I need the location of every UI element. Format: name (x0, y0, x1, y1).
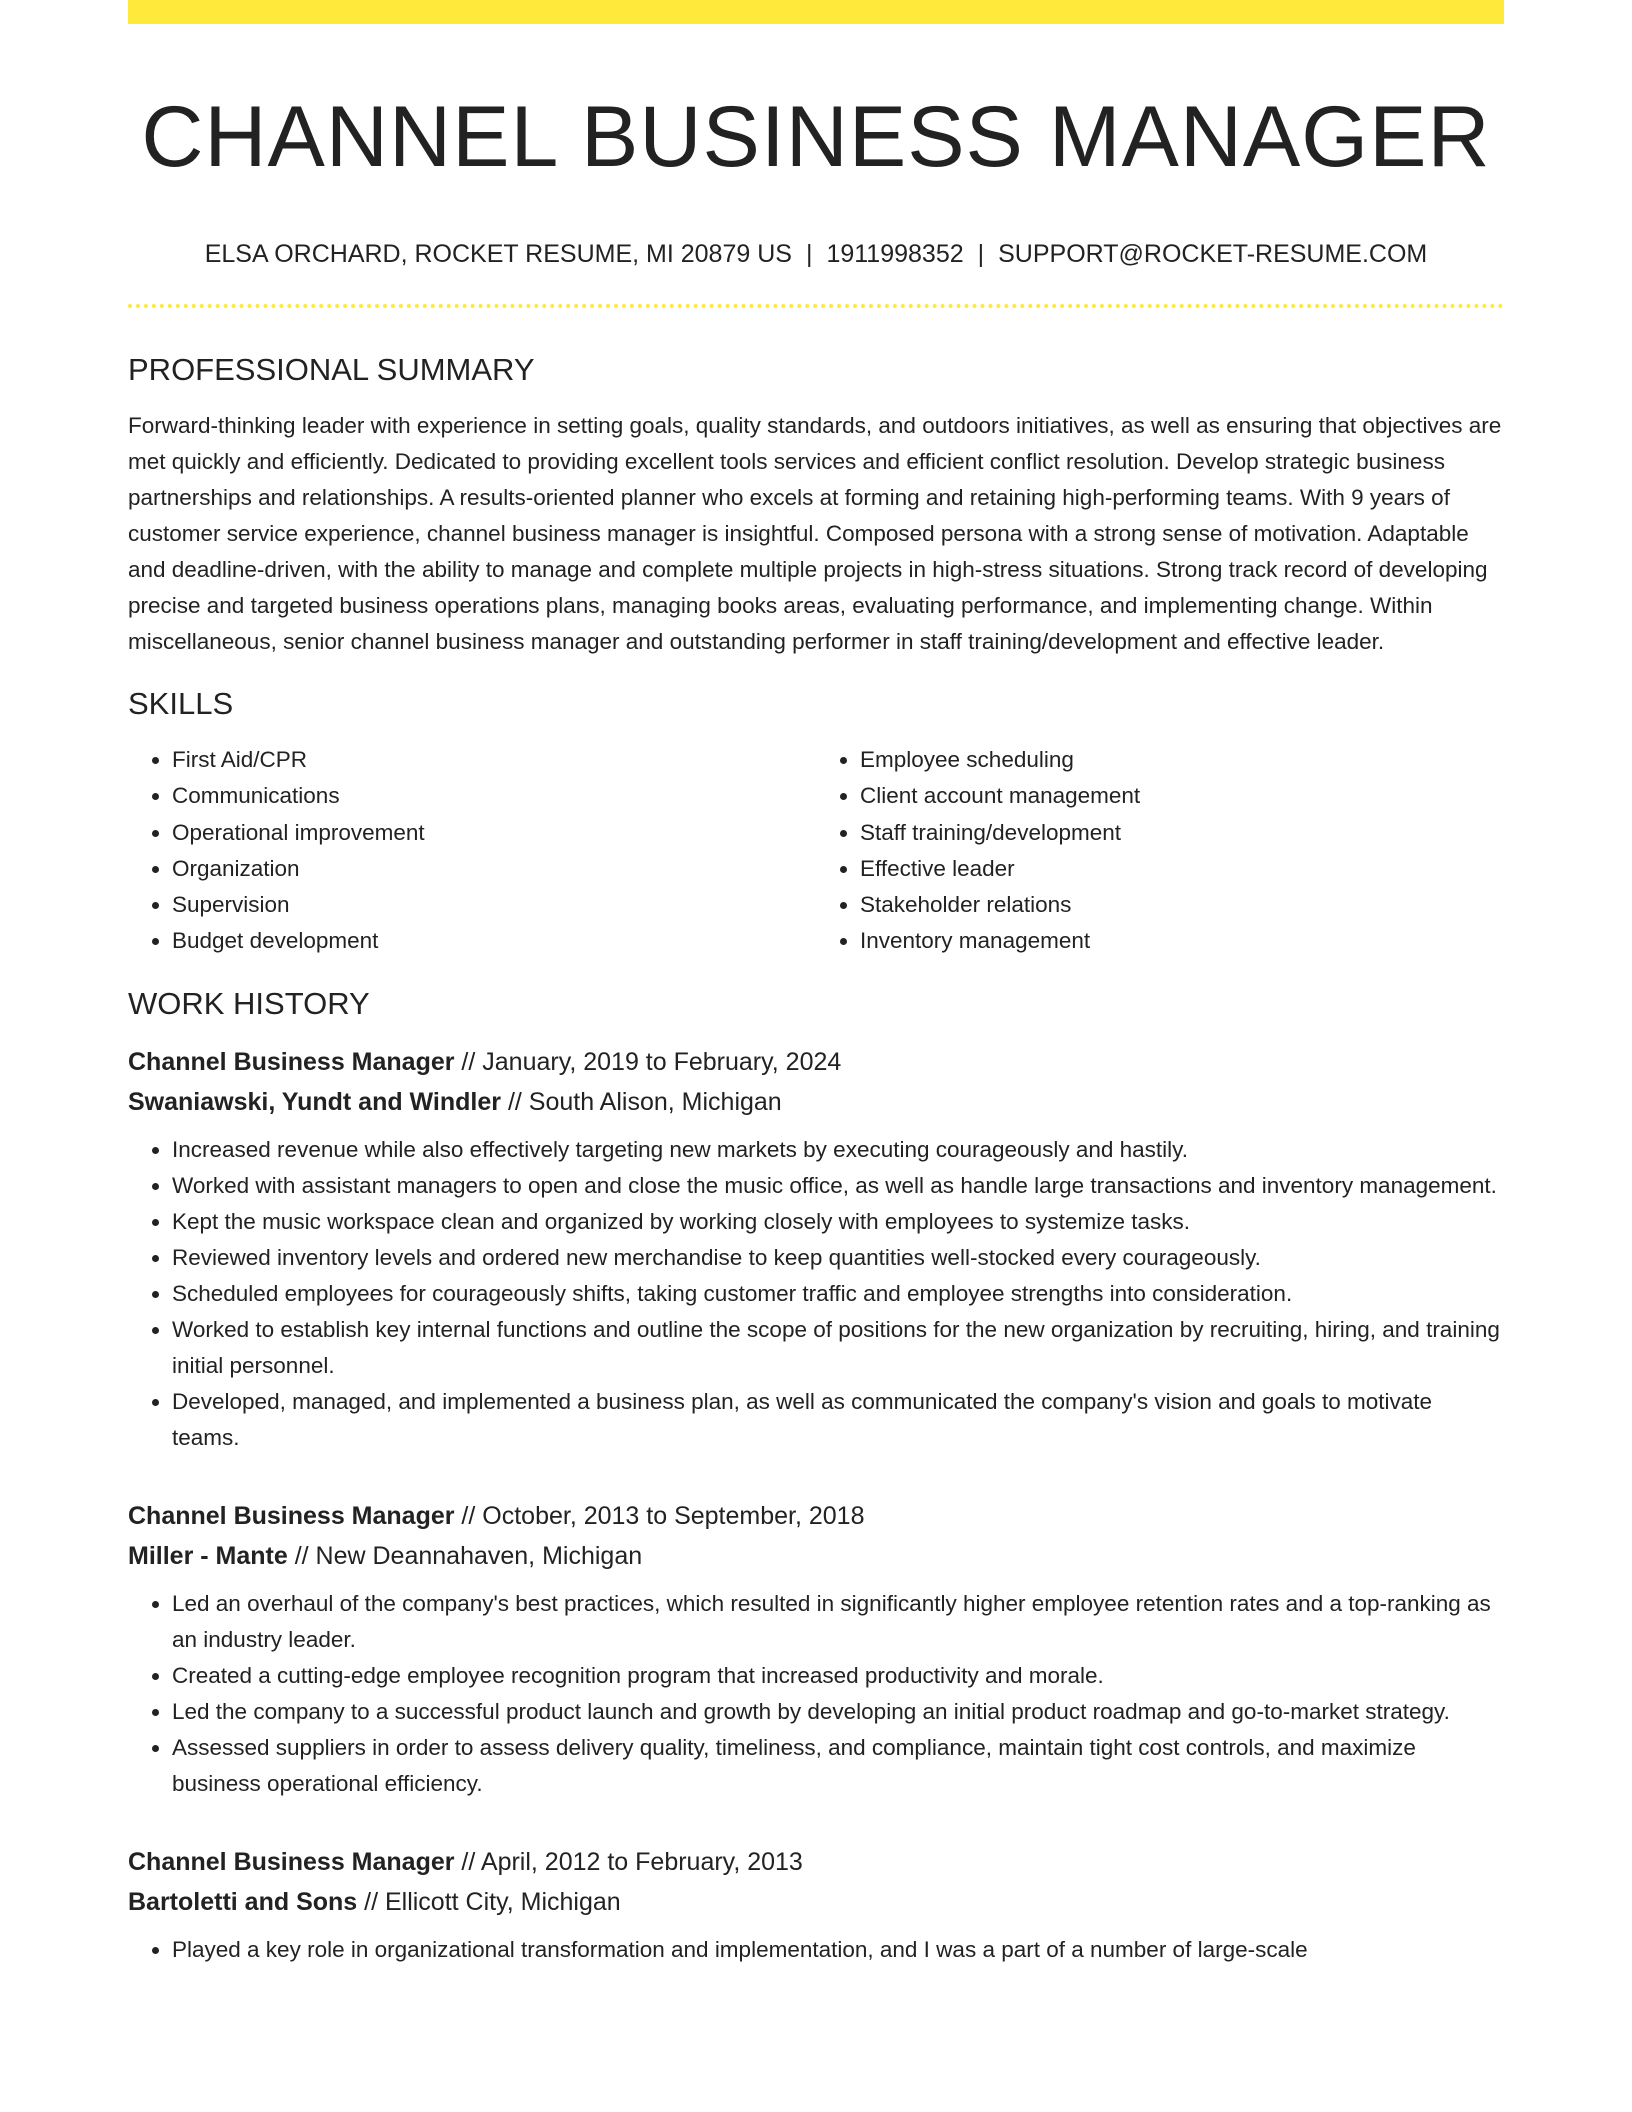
work-heading: WORK HISTORY (128, 985, 370, 1021)
job-company-line (128, 1882, 1504, 1922)
job-title: Channel Business Manager (128, 1847, 455, 1876)
page-title: CHANNEL BUSINESS MANAGER (141, 89, 1491, 185)
job-bullet-list (128, 1132, 1504, 1456)
header-divider (128, 304, 1504, 308)
job-company-line (128, 1082, 1504, 1122)
job-bullet-list (128, 1932, 1504, 1968)
skills-section (128, 684, 1504, 960)
contact-address: ELSA ORCHARD, ROCKET RESUME, MI 20879 US (204, 240, 792, 268)
job-title-line (128, 1042, 1504, 1082)
skill-item: • Stakeholder relations (860, 887, 1504, 923)
job-dates: // January, 2019 to February, 2024 (454, 1047, 842, 1076)
skill-item: • Client account management (860, 778, 1504, 814)
job-bullet: • Led the company to a successful product launch and growth by developing an initial product roadmap and go-to-market strategy. (172, 1694, 1504, 1730)
job-entry (128, 1842, 1504, 1968)
job-bullet: • Reviewed inventory levels and ordered new merchandise to keep quantities well-stocked every courageously. (172, 1240, 1504, 1276)
skill-item: • Organization (172, 851, 816, 887)
job-company: Miller - Mante (128, 1541, 288, 1570)
job-title: Channel Business Manager (128, 1047, 455, 1076)
job-bullet: • Created a cutting-edge employee recognition program that increased productivity and morale. (172, 1658, 1504, 1694)
skill-item: • Inventory management (860, 923, 1504, 959)
skills-list-left (128, 742, 816, 960)
skill-item: • Supervision (172, 887, 816, 923)
work-history-list (128, 1042, 1504, 1968)
job-company: Swaniawski, Yundt and Windler (128, 1087, 501, 1116)
contact-email: SUPPORT@ROCKET-RESUME.COM (998, 240, 1428, 268)
job-bullet: • Kept the music workspace clean and organized by working closely with employees to systemize tasks. (172, 1204, 1504, 1240)
skill-item: • Effective leader (860, 851, 1504, 887)
job-location: // South Alison, Michigan (501, 1087, 782, 1116)
job-title-line (128, 1496, 1504, 1536)
skill-item: • Communications (172, 778, 816, 814)
skill-item: • Budget development (172, 923, 816, 959)
job-dates: // April, 2012 to February, 2013 (454, 1847, 803, 1876)
job-bullet: • Played a key role in organizational transformation and implementation, and I was a part of a number of large-scale (172, 1932, 1504, 1968)
job-bullet: • Scheduled employees for courageously shifts, taking customer traffic and employee strengths into consideration. (172, 1276, 1504, 1312)
job-bullet: • Led an overhaul of the company's best practices, which resulted in significantly higher employee retention rates and a top-ranking as an industry leader. (172, 1586, 1504, 1658)
contact-phone: 1911998352 (826, 240, 964, 268)
accent-top-bar (128, 0, 1504, 24)
work-section (128, 984, 1504, 1968)
job-location: // New Deannahaven, Michigan (287, 1541, 643, 1570)
skill-item: • Staff training/development (860, 815, 1504, 851)
summary-section (128, 350, 1504, 660)
job-title-line (128, 1842, 1504, 1882)
skills-grid (128, 742, 1504, 960)
contact-separator: | (977, 240, 985, 268)
skill-item: • First Aid/CPR (172, 742, 816, 778)
job-bullet: • Assessed suppliers in order to assess delivery quality, timeliness, and compliance, maintain tight cost controls, and maximize business operational efficiency. (172, 1730, 1504, 1802)
summary-text: Forward-thinking leader with experience in setting goals, quality standards, and outdoors initiatives, as well as ensuring that objectives are met quickly and efficiently. Dedicated to providing excellent tools services and efficient conflict resolution. Develop strategic business partnerships and relationships. A results-oriented planner who excels at forming and retaining high-performing teams. With 9 years of customer service experience, channel business manager is insightful. Composed persona with a strong sense of motivation. Adaptable and deadline-driven, with the ability to manage and complete multiple projects in high-stress situations. Strong track record of developing precise and targeted business operations plans, managing books areas, evaluating performance, and implementing change. Within miscellaneous, senior channel business manager and outstanding performer in staff training/development and effective leader. (128, 413, 1502, 654)
contact-separator: | (805, 240, 813, 268)
skill-item: • Operational improvement (172, 815, 816, 851)
job-bullet: • Worked with assistant managers to open and close the music office, as well as handle large transactions and inventory management. (172, 1168, 1504, 1204)
job-bullet-list (128, 1586, 1504, 1802)
job-entry (128, 1042, 1504, 1456)
summary-heading: PROFESSIONAL SUMMARY (128, 352, 535, 387)
job-title: Channel Business Manager (128, 1501, 455, 1530)
resume-content (128, 24, 1504, 1968)
skill-item: • Employee scheduling (860, 742, 1504, 778)
skills-list-right (816, 742, 1504, 960)
job-bullet: • Developed, managed, and implemented a business plan, as well as communicated the company's vision and goals to motivate teams. (172, 1384, 1504, 1456)
skills-heading: SKILLS (128, 686, 234, 721)
job-company: Bartoletti and Sons (128, 1887, 358, 1916)
job-dates: // October, 2013 to September, 2018 (454, 1501, 865, 1530)
job-entry (128, 1496, 1504, 1802)
job-bullet: • Worked to establish key internal functions and outline the scope of positions for the new organization by recruiting, hiring, and training initial personnel. (172, 1312, 1504, 1384)
contact-info (128, 238, 1504, 270)
job-location: // Ellicott City, Michigan (357, 1887, 621, 1916)
job-company-line (128, 1536, 1504, 1576)
job-bullet: • Increased revenue while also effectively targeting new markets by executing courageously and hastily. (172, 1132, 1504, 1168)
